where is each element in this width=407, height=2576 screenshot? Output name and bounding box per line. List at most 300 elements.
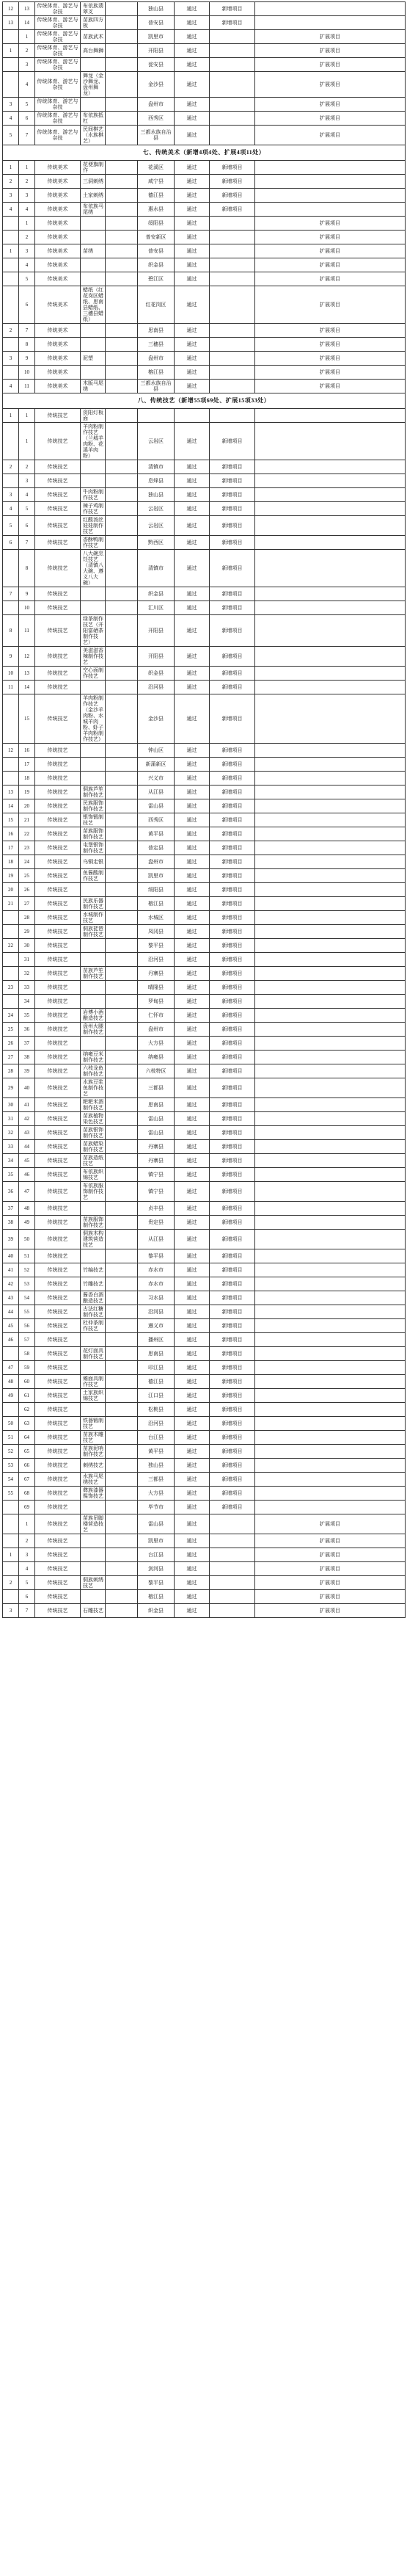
- group-number: 30: [3, 1098, 19, 1112]
- table-row: [3, 1051, 406, 1064]
- review-result: 通过: [175, 550, 210, 587]
- code-cell: [106, 1112, 138, 1126]
- item-number: 1: [19, 1514, 35, 1534]
- region-cell: 镇宁县: [138, 1182, 175, 1202]
- category-cell: 传统技艺: [35, 1023, 81, 1037]
- group-number: 2: [3, 175, 19, 189]
- region-cell: 云岩区: [138, 516, 175, 536]
- group-number: [3, 286, 19, 324]
- project-name: 苗族吊脚楼营造技艺: [81, 1514, 106, 1534]
- extension-item-flag: [255, 786, 406, 799]
- new-item-flag: 新增项目: [210, 1126, 255, 1140]
- item-number: 18: [19, 772, 35, 786]
- item-number: 5: [19, 272, 35, 286]
- region-cell: 新蒲新区: [138, 758, 175, 772]
- item-number: 39: [19, 1064, 35, 1078]
- code-cell: [106, 772, 138, 786]
- new-item-flag: 新增项目: [210, 1445, 255, 1459]
- code-cell: [106, 30, 138, 44]
- project-name: 鱼酱酸制作技艺: [81, 869, 106, 883]
- project-name: [81, 1202, 106, 1216]
- review-result: 通过: [175, 1590, 210, 1604]
- code-cell: [106, 827, 138, 841]
- code-cell: [106, 869, 138, 883]
- category-cell: 传统技艺: [35, 1347, 81, 1361]
- item-number: 11: [19, 380, 35, 393]
- project-name: [81, 758, 106, 772]
- group-number: 2: [3, 1576, 19, 1590]
- extension-item-flag: 扩展项目: [255, 1534, 406, 1548]
- item-number: 2: [19, 460, 35, 474]
- code-cell: [106, 1126, 138, 1140]
- item-number: 5: [19, 502, 35, 516]
- category-cell: 传统美术: [35, 244, 81, 258]
- extension-item-flag: 扩展项目: [255, 286, 406, 324]
- region-cell: 仁怀市: [138, 1009, 175, 1023]
- extension-item-flag: [255, 855, 406, 869]
- table-row: [3, 161, 406, 175]
- region-cell: 西秀区: [138, 112, 175, 126]
- review-result: 通过: [175, 1112, 210, 1126]
- region-cell: 钟山区: [138, 744, 175, 758]
- category-cell: 传统技艺: [35, 1473, 81, 1487]
- review-result: 通过: [175, 694, 210, 744]
- table-row: [3, 1501, 406, 1514]
- code-cell: [106, 1403, 138, 1417]
- project-name: [81, 1037, 106, 1051]
- region-cell: 织金县: [138, 258, 175, 272]
- review-result: 通过: [175, 681, 210, 694]
- project-name: 苗族银饰制作技艺: [81, 1126, 106, 1140]
- category-cell: 传统技艺: [35, 1154, 81, 1168]
- table-row: [3, 1487, 406, 1501]
- project-name: 苗绣: [81, 244, 106, 258]
- item-number: 17: [19, 758, 35, 772]
- region-cell: 三都县: [138, 1473, 175, 1487]
- new-item-flag: 新增项目: [210, 772, 255, 786]
- category-cell: 传统技艺: [35, 516, 81, 536]
- project-name: 羊肉粉制作技艺（兰城羊肉粉、花溪羊肉粉）: [81, 423, 106, 460]
- extension-item-flag: [255, 1361, 406, 1375]
- category-cell: 传统技艺: [35, 1389, 81, 1403]
- new-item-flag: 新增项目: [210, 911, 255, 925]
- code-cell: [106, 953, 138, 967]
- new-item-flag: 新增项目: [210, 1051, 255, 1064]
- item-number: 44: [19, 1140, 35, 1154]
- review-result: 通过: [175, 601, 210, 615]
- group-number: [3, 272, 19, 286]
- item-number: 40: [19, 1078, 35, 1098]
- table-row: [3, 1347, 406, 1361]
- code-cell: [106, 1098, 138, 1112]
- category-cell: 传统技艺: [35, 1487, 81, 1501]
- table-row: [3, 667, 406, 681]
- region-cell: 三穗县: [138, 338, 175, 352]
- code-cell: [106, 601, 138, 615]
- table-row: [3, 58, 406, 72]
- table-row: [3, 827, 406, 841]
- review-result: 通过: [175, 1361, 210, 1375]
- table-row: [3, 1417, 406, 1431]
- region-cell: 德江县: [138, 1375, 175, 1389]
- region-cell: 榕江县: [138, 366, 175, 380]
- new-item-flag: [210, 1514, 255, 1534]
- region-cell: 绥阳县: [138, 883, 175, 897]
- review-result: 通过: [175, 58, 210, 72]
- group-number: 20: [3, 883, 19, 897]
- extension-item-flag: [255, 423, 406, 460]
- code-cell: [106, 244, 138, 258]
- project-name: 水族马尾绣技艺: [81, 1473, 106, 1487]
- region-cell: 沿河县: [138, 1417, 175, 1431]
- review-result: 通过: [175, 1389, 210, 1403]
- group-number: [3, 58, 19, 72]
- group-number: 24: [3, 1009, 19, 1023]
- review-result: 通过: [175, 217, 210, 231]
- review-result: 通过: [175, 1126, 210, 1140]
- code-cell: [106, 1277, 138, 1291]
- region-cell: 红花岗区: [138, 286, 175, 324]
- table-row: [3, 1431, 406, 1445]
- group-number: 4: [3, 502, 19, 516]
- region-cell: 大方县: [138, 1037, 175, 1051]
- group-number: 48: [3, 1375, 19, 1389]
- new-item-flag: [210, 1576, 255, 1590]
- project-name: 侗族木构建筑营造技艺: [81, 1230, 106, 1249]
- extension-item-flag: 扩展项目: [255, 72, 406, 98]
- extension-item-flag: 扩展项目: [255, 126, 406, 145]
- project-name: [81, 995, 106, 1009]
- region-cell: 印江县: [138, 1361, 175, 1375]
- region-cell: 盘州市: [138, 855, 175, 869]
- new-item-flag: 新增项目: [210, 744, 255, 758]
- item-number: 13: [19, 2, 35, 16]
- category-cell: 传统技艺: [35, 1417, 81, 1431]
- extension-item-flag: [255, 516, 406, 536]
- code-cell: [106, 1216, 138, 1230]
- project-name: [81, 98, 106, 112]
- review-result: 通过: [175, 786, 210, 799]
- review-result: 通过: [175, 324, 210, 338]
- region-cell: 花溪区: [138, 161, 175, 175]
- project-name: [81, 1534, 106, 1548]
- item-number: 37: [19, 1037, 35, 1051]
- item-number: 64: [19, 1431, 35, 1445]
- table-row: [3, 1112, 406, 1126]
- extension-item-flag: [255, 967, 406, 981]
- region-cell: 思南县: [138, 1347, 175, 1361]
- new-item-flag: 新增项目: [210, 1277, 255, 1291]
- item-number: 4: [19, 1562, 35, 1576]
- group-number: [3, 772, 19, 786]
- table-row: [3, 587, 406, 601]
- extension-item-flag: [255, 1064, 406, 1078]
- code-cell: [106, 1514, 138, 1534]
- project-name: [81, 939, 106, 953]
- category-cell: 传统技艺: [35, 1514, 81, 1534]
- new-item-flag: 新增项目: [210, 1098, 255, 1112]
- new-item-flag: 新增项目: [210, 883, 255, 897]
- new-item-flag: [210, 409, 255, 423]
- region-cell: 雷山县: [138, 1112, 175, 1126]
- item-number: 7: [19, 1604, 35, 1618]
- group-number: 33: [3, 1140, 19, 1154]
- group-number: 1: [3, 1548, 19, 1562]
- region-cell: 黎平县: [138, 939, 175, 953]
- region-cell: 三都水族自治县: [138, 126, 175, 145]
- review-result: 通过: [175, 799, 210, 813]
- table-row: [3, 615, 406, 647]
- project-name: 三洞刺绣: [81, 175, 106, 189]
- group-number: 27: [3, 1051, 19, 1064]
- extension-item-flag: [255, 502, 406, 516]
- table-row: [3, 366, 406, 380]
- project-name: 辣子鸡制作技艺: [81, 502, 106, 516]
- project-name: [81, 460, 106, 474]
- table-row: [3, 112, 406, 126]
- review-result: 通过: [175, 925, 210, 939]
- region-cell: 金沙县: [138, 72, 175, 98]
- group-number: [3, 967, 19, 981]
- table-row: [3, 681, 406, 694]
- code-cell: [106, 1263, 138, 1277]
- code-cell: [106, 1140, 138, 1154]
- item-number: 7: [19, 126, 35, 145]
- item-number: 47: [19, 1182, 35, 1202]
- project-name: 银饰锻制技艺: [81, 813, 106, 827]
- code-cell: [106, 681, 138, 694]
- item-number: 25: [19, 869, 35, 883]
- table-row: [3, 601, 406, 615]
- extension-item-flag: [255, 460, 406, 474]
- table-row: [3, 855, 406, 869]
- table-row: [3, 981, 406, 995]
- code-cell: [106, 1182, 138, 1202]
- category-cell: 传统技艺: [35, 1534, 81, 1548]
- new-item-flag: 新增项目: [210, 667, 255, 681]
- project-name: 苗族四方板: [81, 16, 106, 30]
- category-cell: 传统技艺: [35, 1375, 81, 1389]
- extension-item-flag: [255, 175, 406, 189]
- table-row: [3, 772, 406, 786]
- new-item-flag: 新增项目: [210, 1230, 255, 1249]
- code-cell: [106, 981, 138, 995]
- new-item-flag: 新增项目: [210, 615, 255, 647]
- new-item-flag: 新增项目: [210, 1023, 255, 1037]
- category-cell: 传统技艺: [35, 1361, 81, 1375]
- category-cell: 传统技艺: [35, 1291, 81, 1305]
- new-item-flag: 新增项目: [210, 550, 255, 587]
- code-cell: [106, 813, 138, 827]
- code-cell: [106, 1168, 138, 1182]
- extension-item-flag: [255, 841, 406, 855]
- code-cell: [106, 1023, 138, 1037]
- group-number: 41: [3, 1263, 19, 1277]
- region-cell: 雷山县: [138, 1126, 175, 1140]
- new-item-flag: [210, 72, 255, 98]
- group-number: 25: [3, 1023, 19, 1037]
- extension-item-flag: 扩展项目: [255, 1562, 406, 1576]
- project-name: 酱香白酒酿造技艺: [81, 1291, 106, 1305]
- project-name: 高台舞狮: [81, 44, 106, 58]
- review-result: 通过: [175, 488, 210, 502]
- category-cell: 传统体育、游艺与杂技: [35, 44, 81, 58]
- new-item-flag: [210, 44, 255, 58]
- new-item-flag: 新增项目: [210, 1333, 255, 1347]
- new-item-flag: [210, 112, 255, 126]
- group-number: 3: [3, 98, 19, 112]
- new-item-flag: 新增项目: [210, 1064, 255, 1078]
- extension-item-flag: [255, 681, 406, 694]
- review-result: 通过: [175, 1548, 210, 1562]
- project-name: 布依族织锦技艺: [81, 1168, 106, 1182]
- review-result: 通过: [175, 1431, 210, 1445]
- group-number: 35: [3, 1168, 19, 1182]
- table-row: [3, 203, 406, 217]
- item-number: 6: [19, 286, 35, 324]
- project-name: 苗族木雕技艺: [81, 1431, 106, 1445]
- code-cell: [106, 352, 138, 366]
- review-result: [175, 409, 210, 423]
- category-cell: 传统技艺: [35, 799, 81, 813]
- category-cell: 传统美术: [35, 366, 81, 380]
- item-number: 3: [19, 474, 35, 488]
- extension-item-flag: [255, 647, 406, 667]
- project-name: 绿茶制作技艺（开阳富硒茶制作技艺）: [81, 615, 106, 647]
- group-number: 14: [3, 799, 19, 813]
- item-number: 16: [19, 744, 35, 758]
- new-item-flag: 新增项目: [210, 474, 255, 488]
- new-item-flag: 新增项目: [210, 460, 255, 474]
- heritage-table: [2, 1, 406, 1618]
- review-result: 通过: [175, 189, 210, 203]
- project-name: [81, 474, 106, 488]
- review-result: 通过: [175, 1576, 210, 1590]
- region-cell: 盘州市: [138, 352, 175, 366]
- region-cell: 黄平县: [138, 1445, 175, 1459]
- code-cell: [106, 380, 138, 393]
- new-item-flag: 新增项目: [210, 536, 255, 550]
- region-cell: 普安新区: [138, 231, 175, 244]
- review-result: 通过: [175, 1562, 210, 1576]
- region-cell: 沿河县: [138, 1305, 175, 1319]
- group-number: [3, 1347, 19, 1361]
- table-row: [3, 1305, 406, 1319]
- category-cell: 传统技艺: [35, 474, 81, 488]
- new-item-flag: 新增项目: [210, 1403, 255, 1417]
- item-number: 33: [19, 981, 35, 995]
- project-name: 侗族刺绣技艺: [81, 1576, 106, 1590]
- region-cell: 惠水县: [138, 203, 175, 217]
- region-cell: 丹寨县: [138, 1154, 175, 1168]
- extension-item-flag: 扩展项目: [255, 272, 406, 286]
- extension-item-flag: [255, 1305, 406, 1319]
- extension-item-flag: [255, 2, 406, 16]
- category-cell: 传统技艺: [35, 1078, 81, 1098]
- review-result: 通过: [175, 44, 210, 58]
- category-cell: 传统美术: [35, 272, 81, 286]
- code-cell: [106, 1078, 138, 1098]
- code-cell: [106, 758, 138, 772]
- extension-item-flag: [255, 1154, 406, 1168]
- category-cell: 传统美术: [35, 203, 81, 217]
- review-result: 通过: [175, 98, 210, 112]
- category-cell: 传统技艺: [35, 1604, 81, 1618]
- category-cell: 传统技艺: [35, 813, 81, 827]
- review-result: 通过: [175, 352, 210, 366]
- table-row: [3, 175, 406, 189]
- project-name: 刺绣技艺: [81, 1459, 106, 1473]
- table-row: [3, 1445, 406, 1459]
- review-result: 通过: [175, 112, 210, 126]
- category-cell: 传统技艺: [35, 1064, 81, 1078]
- region-cell: 开阳县: [138, 615, 175, 647]
- project-name: [81, 272, 106, 286]
- table-row: [3, 1604, 406, 1618]
- new-item-flag: 新增项目: [210, 1249, 255, 1263]
- category-cell: 传统技艺: [35, 694, 81, 744]
- region-cell: 大方县: [138, 1487, 175, 1501]
- project-name: 民间棋艺（水族棋艺）: [81, 126, 106, 145]
- group-number: 55: [3, 1487, 19, 1501]
- table-row: [3, 813, 406, 827]
- project-name: 杜仲茶制作技艺: [81, 1319, 106, 1333]
- region-cell: 从江县: [138, 786, 175, 799]
- category-cell: 传统技艺: [35, 460, 81, 474]
- new-item-flag: 新增项目: [210, 981, 255, 995]
- table-row: [3, 953, 406, 967]
- code-cell: [106, 1473, 138, 1487]
- group-number: [3, 550, 19, 587]
- extension-item-flag: 扩展项目: [255, 352, 406, 366]
- review-result: 通过: [175, 1375, 210, 1389]
- region-cell: 织金县: [138, 587, 175, 601]
- category-cell: 传统技艺: [35, 1333, 81, 1347]
- code-cell: [106, 925, 138, 939]
- extension-item-flag: [255, 203, 406, 217]
- category-cell: 传统体育、游艺与杂技: [35, 30, 81, 44]
- code-cell: [106, 1431, 138, 1445]
- region-cell: 纳雍县: [138, 1051, 175, 1064]
- project-name: 侗族芦笙制作技艺: [81, 786, 106, 799]
- table-row: [3, 380, 406, 393]
- review-result: 通过: [175, 911, 210, 925]
- group-number: 46: [3, 1333, 19, 1347]
- extension-item-flag: [255, 995, 406, 1009]
- group-number: 5: [3, 516, 19, 536]
- table-row: [3, 244, 406, 258]
- category-cell: 传统技艺: [35, 1051, 81, 1064]
- item-number: 4: [19, 72, 35, 98]
- extension-item-flag: [255, 1403, 406, 1417]
- region-cell: 六枝特区: [138, 1064, 175, 1078]
- group-number: 1: [3, 161, 19, 175]
- project-name: 布依族翡翠叉: [81, 2, 106, 16]
- category-cell: 传统技艺: [35, 488, 81, 502]
- project-name: 苗族植物染色技艺: [81, 1112, 106, 1126]
- group-number: [3, 30, 19, 44]
- item-number: 3: [19, 244, 35, 258]
- category-cell: 传统技艺: [35, 1548, 81, 1562]
- category-cell: 传统美术: [35, 175, 81, 189]
- item-number: 27: [19, 897, 35, 911]
- new-item-flag: 新增项目: [210, 189, 255, 203]
- code-cell: [106, 967, 138, 981]
- region-cell: 独山县: [138, 488, 175, 502]
- project-name: 竹编技艺: [81, 1263, 106, 1277]
- review-result: 通过: [175, 1445, 210, 1459]
- table-body: [3, 2, 406, 1618]
